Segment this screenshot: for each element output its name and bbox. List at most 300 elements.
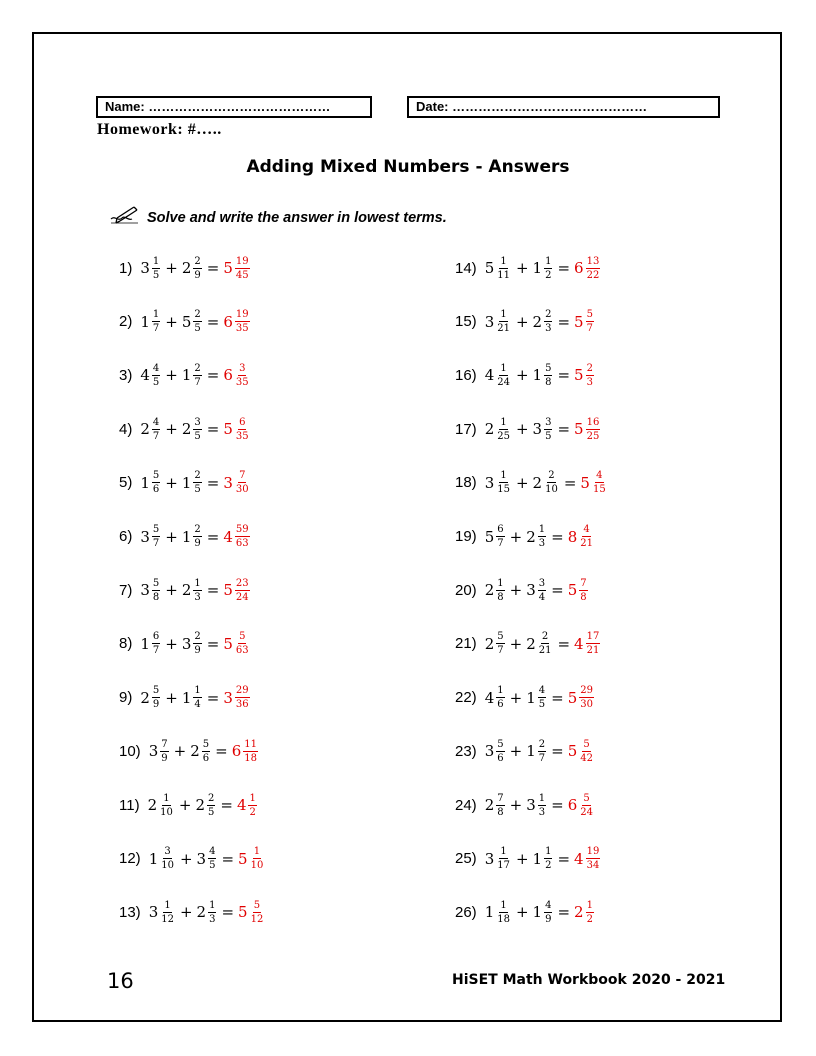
- second-addend-denominator: 10: [545, 484, 558, 496]
- first-addend-numerator: 1: [497, 685, 504, 697]
- second-addend-whole: 1: [181, 366, 192, 385]
- first-addend-numerator: 1: [500, 309, 507, 321]
- answer-fraction: [586, 256, 601, 281]
- plus-sign: +: [165, 259, 178, 277]
- first-addend-whole: 4: [140, 366, 150, 385]
- equals-sign: =: [557, 634, 571, 653]
- first-addend-fraction: [152, 309, 160, 334]
- first-addend-numerator: 3: [164, 846, 171, 858]
- second-addend: [182, 578, 203, 603]
- answer-numerator: 5: [253, 899, 261, 911]
- answer-numerator: 29: [580, 685, 593, 697]
- answer: [568, 685, 595, 710]
- answer-fraction: [235, 309, 250, 334]
- second-addend-denominator: 9: [194, 645, 201, 657]
- first-addend-whole: 3: [140, 527, 150, 546]
- second-addend: [182, 685, 203, 710]
- first-addend-denominator: 9: [152, 699, 160, 711]
- first-addend: [140, 524, 161, 549]
- first-addend-fraction: [496, 900, 511, 925]
- second-addend-whole: 3: [181, 634, 192, 653]
- second-addend: [182, 363, 203, 388]
- second-addend-denominator: 5: [545, 430, 552, 442]
- second-addend-whole: 2: [526, 634, 536, 653]
- problem-row: [119, 571, 251, 609]
- problem-row: [119, 518, 251, 556]
- first-addend-numerator: 4: [152, 362, 160, 374]
- first-addend-fraction: [152, 685, 160, 710]
- answer-denominator: 12: [250, 913, 264, 925]
- answer-numerator: 19: [586, 846, 600, 858]
- second-addend-whole: 2: [181, 420, 192, 439]
- first-addend-denominator: 6: [152, 484, 160, 496]
- answer-whole: 4: [574, 634, 584, 653]
- second-addend-numerator: 1: [538, 792, 546, 804]
- answer-whole: 5: [567, 581, 578, 600]
- second-addend-numerator: 5: [545, 362, 552, 374]
- answer-whole: 6: [223, 312, 233, 331]
- answer-whole: 4: [574, 849, 584, 868]
- answer-fraction: [579, 739, 594, 764]
- second-addend-whole: 1: [181, 688, 192, 707]
- first-addend-whole: 4: [484, 688, 495, 707]
- answer-whole: 5: [238, 903, 248, 922]
- answer-denominator: 3: [586, 376, 593, 388]
- plus-sign: +: [165, 473, 178, 492]
- equals-sign: =: [206, 366, 220, 385]
- second-addend: [533, 309, 554, 334]
- problem-number: 3): [119, 366, 133, 384]
- second-addend-whole: 1: [181, 527, 192, 546]
- workbook-title: HiSET Math Workbook 2020 - 2021: [452, 972, 726, 988]
- answer-denominator: 42: [580, 752, 593, 764]
- instruction-text: Solve and write the answer in lowest terms.: [147, 210, 447, 226]
- second-addend-numerator: 4: [538, 685, 546, 697]
- first-addend-denominator: 8: [497, 591, 504, 603]
- second-addend-fraction: [193, 631, 201, 656]
- answer: [568, 578, 589, 603]
- problem-number: 8): [119, 635, 133, 653]
- equals-sign: =: [557, 849, 571, 868]
- answer-fraction: [235, 578, 250, 603]
- answer-numerator: 3: [239, 362, 246, 374]
- problem-number: 13): [119, 903, 141, 921]
- first-addend-denominator: 24: [497, 376, 510, 388]
- first-addend: [485, 793, 506, 818]
- second-addend-fraction: [544, 846, 552, 871]
- problem-number: 26): [455, 903, 477, 921]
- answer: [223, 470, 250, 495]
- answer-whole: 3: [223, 473, 233, 492]
- page-title: Adding Mixed Numbers - Answers: [246, 157, 570, 177]
- problem-row: [119, 625, 251, 663]
- problem-row: [455, 679, 595, 717]
- second-addend-denominator: 3: [209, 913, 216, 925]
- second-addend-fraction: [193, 256, 201, 281]
- second-addend: [182, 524, 203, 549]
- problem-number: 21): [455, 635, 477, 653]
- problem-row: [455, 625, 601, 663]
- second-addend-denominator: 4: [538, 591, 546, 603]
- problem-row: [119, 893, 265, 931]
- second-addend-whole: 2: [526, 527, 536, 546]
- first-addend: [485, 524, 506, 549]
- first-addend: [485, 309, 512, 334]
- problem-row: [119, 679, 251, 717]
- answer-denominator: 24: [580, 806, 593, 818]
- second-addend-numerator: 3: [194, 416, 201, 428]
- answer-denominator: 36: [235, 699, 249, 711]
- answer-numerator: 23: [235, 577, 249, 589]
- answer-whole: 6: [231, 742, 242, 761]
- answer-fraction: [235, 524, 250, 549]
- second-addend-numerator: 2: [207, 792, 215, 804]
- first-addend: [148, 793, 175, 818]
- first-addend-whole: 2: [484, 581, 495, 600]
- second-addend: [197, 900, 218, 925]
- first-addend-whole: 2: [484, 634, 495, 653]
- problem-row: [455, 893, 595, 931]
- plus-sign: +: [509, 742, 523, 761]
- answer-numerator: 1: [586, 899, 593, 911]
- second-addend-denominator: 9: [194, 269, 201, 281]
- second-addend: [526, 685, 547, 710]
- second-addend: [182, 631, 203, 656]
- answer-fraction: [235, 417, 250, 442]
- first-addend-numerator: 4: [152, 416, 160, 428]
- problem-row: [455, 356, 595, 394]
- answer: [223, 578, 250, 603]
- answer: [223, 256, 250, 281]
- first-addend-numerator: 1: [500, 416, 507, 428]
- answer-numerator: 19: [235, 255, 249, 267]
- first-addend-denominator: 7: [152, 645, 160, 657]
- answer-fraction: [579, 685, 594, 710]
- answer-fraction: [248, 793, 256, 818]
- first-addend-numerator: 7: [497, 792, 504, 804]
- first-addend-fraction: [496, 470, 511, 495]
- answer: [223, 309, 250, 334]
- second-addend-fraction: [193, 470, 201, 495]
- second-addend-fraction: [538, 631, 553, 656]
- second-addend-denominator: 3: [545, 323, 552, 335]
- second-addend-whole: 2: [532, 473, 543, 492]
- second-addend-fraction: [538, 524, 546, 549]
- second-addend-numerator: 2: [548, 470, 555, 482]
- plus-sign: +: [515, 259, 529, 277]
- second-addend-fraction: [538, 685, 546, 710]
- answer: [574, 900, 595, 925]
- first-addend-fraction: [496, 256, 511, 281]
- problem-row: [455, 303, 595, 341]
- second-addend-fraction: [193, 685, 201, 710]
- first-addend-denominator: 11: [497, 269, 510, 281]
- answer: [237, 793, 258, 818]
- second-addend-whole: 1: [526, 688, 536, 707]
- answer-denominator: 21: [580, 538, 593, 549]
- second-addend-numerator: 1: [538, 524, 546, 535]
- problem-row: [119, 410, 251, 448]
- second-addend-denominator: 9: [545, 913, 552, 925]
- second-addend-denominator: 5: [209, 860, 216, 872]
- second-addend: [182, 417, 203, 442]
- plus-sign: +: [165, 312, 178, 331]
- first-addend-fraction: [160, 846, 175, 871]
- answer-fraction: [586, 309, 594, 334]
- second-addend-fraction: [538, 793, 546, 818]
- problem-number: 24): [455, 796, 477, 814]
- second-addend: [533, 470, 560, 495]
- date-field[interactable]: Date: ………………………………………: [407, 96, 720, 118]
- first-addend-fraction: [152, 631, 160, 656]
- second-addend-fraction: [202, 739, 210, 764]
- second-addend-numerator: 1: [545, 846, 552, 858]
- second-addend-denominator: 3: [538, 538, 546, 549]
- equals-sign: =: [557, 903, 571, 922]
- equals-sign: =: [551, 581, 564, 600]
- problem-number: 9): [119, 689, 133, 707]
- first-addend-whole: 3: [140, 581, 150, 600]
- second-addend-denominator: 4: [194, 699, 201, 711]
- second-addend-fraction: [544, 900, 552, 925]
- first-addend-numerator: 5: [152, 524, 160, 535]
- second-addend: [533, 846, 554, 871]
- second-addend-fraction: [544, 417, 552, 442]
- answer: [574, 846, 601, 871]
- second-addend-fraction: [538, 578, 546, 603]
- equals-sign: =: [557, 312, 571, 331]
- first-addend-fraction: [152, 524, 160, 549]
- first-addend-fraction: [496, 578, 504, 603]
- answer-denominator: 63: [235, 538, 249, 549]
- second-addend-whole: 3: [526, 581, 536, 600]
- first-addend-numerator: 1: [152, 309, 160, 321]
- answer-fraction: [235, 256, 250, 281]
- second-addend-denominator: 6: [202, 752, 210, 764]
- answer-denominator: 2: [586, 913, 593, 925]
- second-addend-whole: 1: [526, 742, 536, 761]
- answer-numerator: 4: [596, 470, 603, 482]
- first-addend: [140, 578, 161, 603]
- second-addend-whole: 2: [532, 312, 543, 331]
- second-addend-numerator: 1: [545, 255, 552, 267]
- answer-whole: 5: [223, 634, 233, 653]
- equals-sign: =: [206, 312, 220, 331]
- problem-number: 15): [455, 313, 477, 331]
- answer: [574, 417, 601, 442]
- equals-sign: =: [551, 742, 564, 761]
- first-addend-denominator: 25: [497, 430, 510, 442]
- plus-sign: +: [173, 742, 187, 761]
- second-addend: [526, 578, 547, 603]
- second-addend-whole: 2: [190, 742, 200, 761]
- equals-sign: =: [206, 420, 220, 439]
- first-addend: [485, 417, 512, 442]
- first-addend-denominator: 18: [497, 913, 510, 925]
- answer-numerator: 29: [235, 685, 249, 697]
- problem-row: [455, 840, 601, 878]
- problem-number: 7): [119, 581, 133, 599]
- second-addend-denominator: 5: [207, 806, 215, 818]
- second-addend-denominator: 3: [194, 591, 201, 603]
- answer-whole: 6: [567, 796, 578, 814]
- answer-fraction: [586, 631, 601, 656]
- first-addend: [140, 256, 161, 281]
- answer-numerator: 17: [586, 631, 600, 643]
- second-addend-fraction: [193, 309, 201, 334]
- answer-whole: 6: [574, 259, 584, 277]
- first-addend-whole: 3: [484, 849, 495, 868]
- first-addend-fraction: [496, 631, 504, 656]
- second-addend-whole: 3: [526, 796, 536, 814]
- plus-sign: +: [515, 903, 529, 922]
- second-addend-denominator: 3: [538, 806, 546, 818]
- plus-sign: +: [515, 312, 529, 331]
- first-addend-denominator: 7: [497, 538, 504, 549]
- problem-number: 12): [119, 850, 141, 868]
- problem-number: 18): [455, 474, 477, 492]
- first-addend-whole: 1: [140, 473, 150, 492]
- second-addend: [526, 739, 547, 764]
- first-addend: [485, 470, 512, 495]
- answer-fraction: [579, 793, 594, 818]
- problem-number: 11): [119, 796, 140, 814]
- equals-sign: =: [206, 688, 220, 707]
- answer-denominator: 8: [580, 591, 587, 603]
- equals-sign: =: [557, 366, 571, 385]
- first-addend-denominator: 5: [152, 376, 160, 388]
- answer-whole: 6: [223, 366, 233, 385]
- second-addend-numerator: 1: [194, 685, 201, 697]
- first-addend-numerator: 6: [497, 524, 504, 535]
- first-addend-whole: 4: [484, 366, 495, 385]
- answer-denominator: 30: [235, 484, 249, 496]
- answer-fraction: [586, 900, 594, 925]
- first-addend-fraction: [152, 363, 160, 388]
- answer: [223, 685, 250, 710]
- second-addend-numerator: 1: [194, 577, 201, 589]
- first-addend-numerator: 5: [152, 685, 160, 697]
- second-addend: [533, 417, 554, 442]
- homework-label: Homework: #…..: [97, 121, 222, 138]
- second-addend: [526, 793, 547, 818]
- second-addend-fraction: [544, 363, 552, 388]
- first-addend-whole: 1: [140, 634, 150, 653]
- answer-denominator: 63: [235, 645, 249, 657]
- answer-fraction: [250, 846, 265, 871]
- first-addend-numerator: 1: [152, 255, 160, 267]
- first-addend: [485, 846, 512, 871]
- first-addend-whole: 3: [148, 742, 159, 761]
- second-addend: [526, 631, 553, 656]
- answer: [568, 524, 595, 549]
- first-addend-whole: 3: [484, 742, 495, 761]
- first-addend-fraction: [496, 685, 504, 710]
- first-addend: [149, 846, 176, 871]
- second-addend-fraction: [544, 256, 552, 281]
- second-addend-fraction: [207, 793, 215, 818]
- first-addend-fraction: [152, 256, 160, 281]
- second-addend-numerator: 2: [194, 362, 201, 374]
- plus-sign: +: [165, 420, 178, 439]
- answer-whole: 5: [223, 420, 233, 439]
- answer-fraction: [586, 363, 594, 388]
- answer-numerator: 1: [249, 792, 256, 804]
- equals-sign: =: [206, 581, 220, 600]
- second-addend-numerator: 2: [538, 738, 546, 750]
- equals-sign: =: [551, 796, 564, 814]
- problem-row: [455, 410, 601, 448]
- answer-numerator: 5: [239, 631, 246, 643]
- second-addend-whole: 2: [181, 581, 192, 600]
- answer-whole: 4: [236, 796, 247, 814]
- answer-whole: 5: [574, 420, 584, 439]
- problem-row: [455, 571, 589, 609]
- first-addend-denominator: 7: [152, 538, 160, 549]
- first-addend-numerator: 1: [500, 470, 507, 482]
- equals-sign: =: [206, 634, 220, 653]
- second-addend-denominator: 5: [538, 699, 546, 711]
- problem-number: 20): [455, 581, 477, 599]
- pencil-icon: [108, 204, 140, 231]
- answer-denominator: 35: [235, 376, 249, 388]
- problem-number: 4): [119, 420, 133, 438]
- second-addend-fraction: [208, 846, 216, 871]
- answer-whole: 5: [580, 473, 590, 492]
- second-addend-numerator: 2: [541, 631, 549, 643]
- second-addend: [197, 846, 218, 871]
- answer-numerator: 7: [580, 577, 587, 589]
- second-addend-whole: 2: [181, 259, 192, 277]
- name-field[interactable]: Name: ……………………………………: [96, 96, 372, 118]
- answer-numerator: 13: [586, 255, 600, 267]
- second-addend-whole: 1: [532, 366, 543, 385]
- first-addend-whole: 1: [484, 903, 495, 922]
- second-addend: [182, 470, 203, 495]
- answer-denominator: 22: [586, 269, 600, 281]
- first-addend-fraction: [496, 309, 511, 334]
- answer: [568, 739, 595, 764]
- first-addend-denominator: 12: [161, 913, 174, 925]
- second-addend-numerator: 2: [545, 309, 552, 321]
- answer-numerator: 5: [583, 792, 590, 804]
- first-addend: [485, 578, 506, 603]
- second-addend-numerator: 2: [194, 631, 201, 643]
- first-addend-whole: 2: [147, 796, 158, 814]
- answer-denominator: 15: [592, 484, 606, 496]
- answer-fraction: [586, 846, 601, 871]
- plus-sign: +: [509, 527, 523, 546]
- answer-denominator: 18: [244, 752, 257, 764]
- first-addend-fraction: [496, 739, 504, 764]
- first-addend-whole: 2: [484, 796, 495, 814]
- first-addend-whole: 2: [140, 688, 150, 707]
- first-addend-denominator: 10: [161, 860, 174, 872]
- plus-sign: +: [165, 366, 178, 385]
- second-addend-denominator: 8: [545, 376, 552, 388]
- first-addend: [485, 900, 512, 925]
- second-addend-numerator: 2: [194, 309, 201, 321]
- plus-sign: +: [509, 634, 523, 653]
- problem-row: [119, 786, 258, 824]
- second-addend-denominator: 2: [545, 860, 552, 872]
- first-addend-denominator: 6: [497, 699, 504, 711]
- answer: [223, 631, 250, 656]
- answer-whole: 5: [238, 849, 248, 868]
- answer-fraction: [250, 900, 265, 925]
- problem-number: 23): [455, 742, 477, 760]
- first-addend-numerator: 5: [497, 738, 504, 750]
